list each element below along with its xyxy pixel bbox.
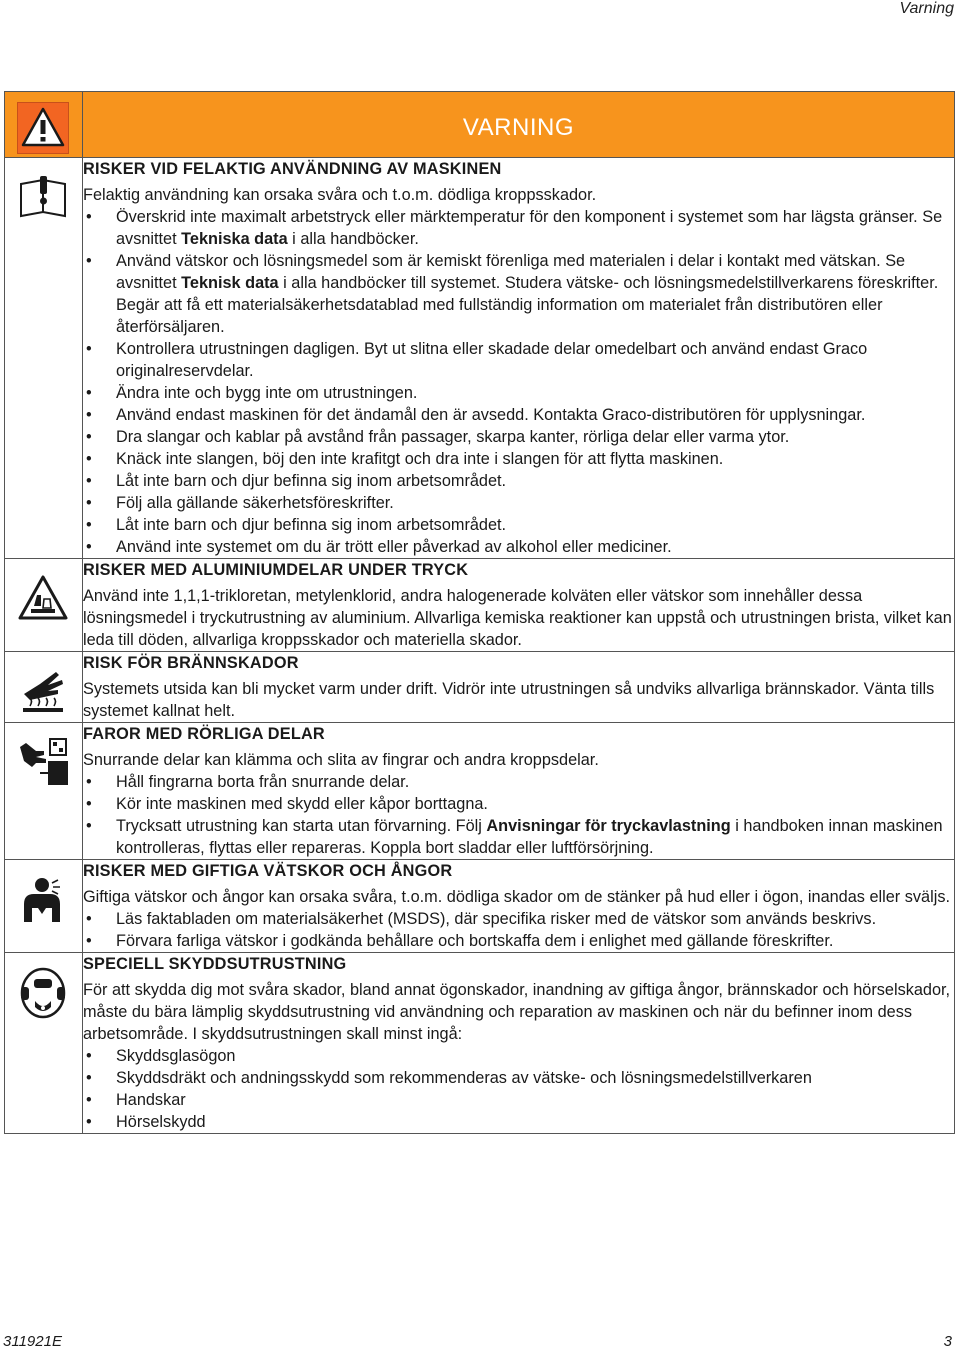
section-body: Använd inte 1,1,1-trikloretan, metylenklorid, andra halogenerade kolväten eller vätskor som innehåller dessa lösningsmedel i tryckutrustning av aluminium. Allvarliga kemiska reaktioner kan uppstå och utrustningen brista, vilket kan leda till döden, allvarliga kroppsskador och materiella skador.: [83, 587, 952, 649]
bullet-list: [83, 771, 954, 859]
protective-equipment-icon: [18, 967, 68, 1021]
bold-reference: Anvisningar för tryckavlastning: [486, 817, 731, 835]
moving-parts-hand-icon: [18, 737, 70, 787]
bullet-text: Kör inte maskinen med skydd eller kåpor borttagna.: [116, 795, 488, 813]
bold-reference: Teknisk data: [181, 274, 279, 292]
header-title: VARNING: [462, 114, 574, 141]
section-burn: [5, 652, 955, 723]
page-number: 3: [943, 1333, 952, 1350]
bullet-list: [83, 206, 954, 558]
bullet-text: Låt inte barn och djur befinna sig inom arbetsområdet.: [116, 472, 507, 490]
bullet-list: [83, 908, 954, 952]
bullet-item: [83, 470, 954, 492]
warning-triangle-icon: [17, 102, 69, 154]
ppe-icon-cell: [5, 953, 83, 1134]
section-toxic: [5, 860, 955, 953]
bullet-text: i alla handböcker till systemet. Studera vätske- och lösningsmedelstillverkarens föreskrifter. Begär att få ett materialsäkerhetsdatablad med fullständig information om materialet från distributören eller återförsäljaren.: [116, 274, 939, 336]
bullet-item: [83, 908, 954, 930]
bullet-text: Använd inte systemet om du är trött eller påverkad av alkohol eller mediciner.: [116, 538, 672, 556]
bullet-item: [83, 404, 954, 426]
bullet-text: Handskar: [116, 1091, 186, 1109]
toxic-fumes-person-icon: [18, 874, 68, 924]
moving-parts-icon-cell: [5, 723, 83, 860]
bullet-text: Skyddsdräkt och andningsskydd som rekommenderas av vätske- och lösningsmedelstillverkaren: [116, 1069, 812, 1087]
section-intro: Felaktig användning kan orsaka svåra och t.o.m. dödliga kroppsskador.: [83, 186, 597, 204]
misuse-icon-cell: [5, 158, 83, 559]
bullet-item: [83, 1045, 954, 1067]
bullet-item: [83, 793, 954, 815]
burn-icon-cell: [5, 652, 83, 723]
bullet-text: i alla handböcker.: [287, 230, 419, 248]
warning-header-row: [5, 92, 955, 158]
bullet-text: Följ alla gällande säkerhetsföreskrifter.: [116, 494, 394, 512]
bullet-item: [83, 426, 954, 448]
bullet-text: Hörselskydd: [116, 1113, 206, 1131]
bullet-text: Förvara farliga vätskor i godkända behållare och bortskaffa dem i enlighet med gällande föreskrifter.: [116, 932, 834, 950]
chemical-warning-triangle-icon: [18, 573, 68, 623]
section-intro: För att skydda dig mot svåra skador, bland annat ögonskador, inandning av giftiga ångor, brännskador och hörselskador, måste du bära lämplig skyddsutrustning vid användning och reparation av maskinen och när du befinner inom dess arbetsområde. I skyddsutrustningen skall minst ingå:: [83, 981, 951, 1043]
toxic-icon-cell: [5, 860, 83, 953]
bullet-item: [83, 250, 954, 338]
section-title: RISK FÖR BRÄNNSKADOR: [83, 654, 299, 672]
aluminum-text-cell: [83, 559, 955, 652]
bullet-text: Håll fingrarna borta från snurrande delar.: [116, 773, 410, 791]
running-head: Varning: [899, 0, 954, 17]
bullet-list: [83, 1045, 954, 1133]
section-misuse: [5, 158, 955, 559]
doc-number: 311921E: [3, 1333, 62, 1350]
hot-surface-hand-icon: [18, 666, 68, 716]
bullet-text: Trycksatt utrustning kan starta utan förvarning. Följ: [116, 817, 487, 835]
warning-table: [4, 91, 955, 1134]
bullet-item: [83, 930, 954, 952]
section-title: RISKER MED GIFTIGA VÄTSKOR OCH ÅNGOR: [83, 862, 453, 880]
bullet-item: [83, 382, 954, 404]
section-intro: Snurrande delar kan klämma och slita av fingrar och andra kroppsdelar.: [83, 751, 599, 769]
bold-reference: Tekniska data: [181, 230, 288, 248]
bullet-item: [83, 1089, 954, 1111]
bullet-text: Använd endast maskinen för det ändamål den är avsedd. Kontakta Graco-distributören för upplysningar.: [116, 406, 866, 424]
bullet-item: [83, 514, 954, 536]
toxic-text-cell: [83, 860, 955, 953]
burn-text-cell: [83, 652, 955, 723]
section-title: RISKER MED ALUMINIUMDELAR UNDER TRYCK: [83, 561, 469, 579]
bullet-item: [83, 206, 954, 250]
bullet-text: Läs faktabladen om materialsäkerhet (MSDS), där specifika risker med de vätskor som används beskrivs.: [116, 910, 877, 928]
section-title: SPECIELL SKYDDSUTRUSTNING: [83, 955, 347, 973]
bullet-item: [83, 1067, 954, 1089]
bullet-item: [83, 771, 954, 793]
section-moving-parts: [5, 723, 955, 860]
bullet-item: [83, 338, 954, 382]
bullet-text: Överskrid inte maximalt arbetstryck eller märktemperatur för den komponent i systemet som har lägsta gränser. Se avsnittet: [116, 208, 943, 248]
bullet-text: Ändra inte och bygg inte om utrustningen.: [116, 384, 418, 402]
bullet-text: Dra slangar och kablar på avstånd från passager, skarpa kanter, rörliga delar eller varma ytor.: [116, 428, 790, 446]
section-title: FAROR MED RÖRLIGA DELAR: [83, 725, 325, 743]
bullet-item: [83, 492, 954, 514]
manual-read-icon: [18, 172, 68, 222]
bullet-text: Skyddsglasögon: [116, 1047, 236, 1065]
bullet-item: [83, 1111, 954, 1133]
section-title: RISKER VID FELAKTIG ANVÄNDNING AV MASKINEN: [83, 160, 502, 178]
ppe-text-cell: [83, 953, 955, 1134]
bullet-item: [83, 815, 954, 859]
bullet-item: [83, 536, 954, 558]
bullet-text: Använd vätskor och lösningsmedel som är kemiskt förenliga med materialen i delar i kontakt med vätskan. Se avsnittet: [116, 252, 906, 292]
bullet-text: i handboken innan maskinen kontrolleras, flyttas eller repareras. Koppla bort sladdar eller luftförsörjning.: [116, 817, 943, 857]
bullet-item: [83, 448, 954, 470]
bullet-text: Knäck inte slangen, böj den inte krafitgt och dra inte i slangen för att flytta maskinen.: [116, 450, 724, 468]
section-intro: Giftiga vätskor och ångor kan orsaka svåra, t.o.m. dödliga skador om de stänker på hud eller i ögon, inandas eller sväljs.: [83, 888, 950, 906]
bullet-text: Kontrollera utrustningen dagligen. Byt ut slitna eller skadade delar omedelbart och använd endast Graco originalreservdelar.: [116, 340, 868, 380]
bullet-text: Låt inte barn och djur befinna sig inom arbetsområdet.: [116, 516, 507, 534]
section-aluminum: [5, 559, 955, 652]
aluminum-icon-cell: [5, 559, 83, 652]
moving-parts-text-cell: [83, 723, 955, 860]
section-body: Systemets utsida kan bli mycket varm under drift. Vidrör inte utrustningen så undviks allvarliga brännskador. Vänta tills systemet kallnat helt.: [83, 680, 935, 720]
header-icon-cell: [5, 92, 83, 158]
section-ppe: [5, 953, 955, 1134]
header-title-cell: [83, 92, 955, 158]
misuse-text-cell: [83, 158, 955, 559]
